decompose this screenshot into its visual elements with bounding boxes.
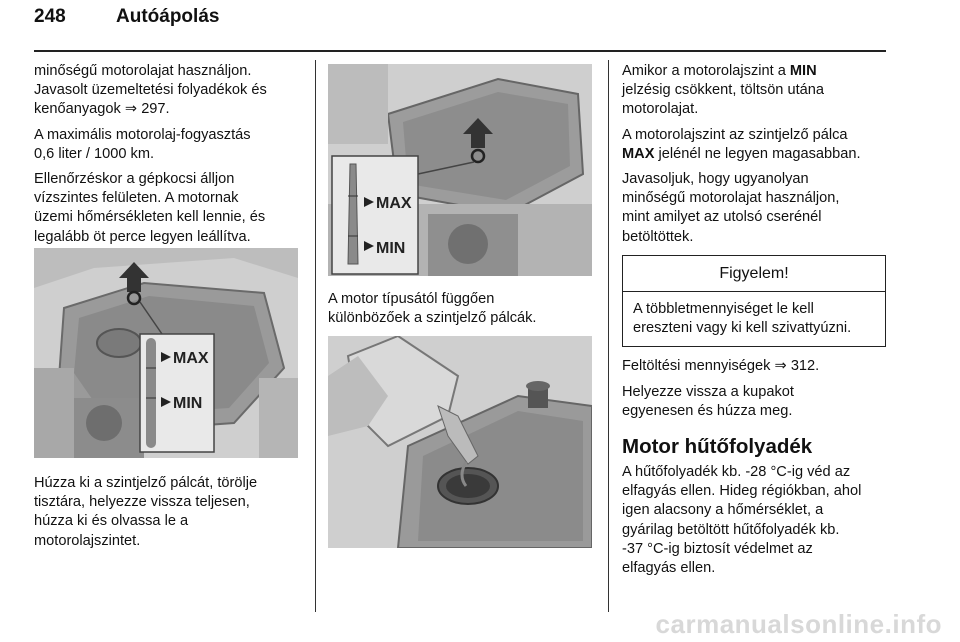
- max-keyword: MAX: [622, 145, 655, 162]
- page-number: 248: [34, 6, 66, 27]
- figure1-max-label: MAX: [173, 350, 209, 367]
- header-rule: [34, 50, 886, 52]
- engine-dipstick-figure-2: [328, 64, 592, 276]
- column-2-caption: [328, 290, 598, 334]
- min-keyword: MIN: [789, 63, 817, 79]
- section-title: Motor hűtőfolyadék: [622, 435, 813, 459]
- warning-text: A többletmennyiséget le kell ereszteni vagy ki kell szivattyúzni.: [633, 301, 852, 337]
- column-3: [622, 62, 890, 584]
- paragraph-replace-cap: Helyezze vissza a kupakot egyenesen és húzza meg.: [622, 383, 794, 419]
- column-divider-2: [608, 60, 609, 612]
- paragraph-min-level: Amikor a motorolajszint a MIN jelzésig csökkent, töltsön utána motorolajat.: [622, 63, 824, 118]
- paragraph-oil-quality: minőségű motorolajat használjon. Javasolt üzemeltetési folyadékok és kenőanyagok ⇒ 297.: [34, 63, 267, 118]
- page-reference-link[interactable]: 297.: [141, 101, 170, 118]
- paragraph-same-oil: Javasoljuk, hogy ugyanolyan minőségű motorolajat használjon, mint amilyet az utolsó cserénél betöltöttek.: [622, 171, 840, 245]
- figure-caption: A motor típusától függően különbözőek a szintjelző pálcák.: [328, 291, 537, 327]
- page-reference-link[interactable]: 312.: [790, 358, 820, 375]
- paragraph-oil-consumption: A maximális motorolaj-fogyasztás 0,6 liter / 1000 km.: [34, 126, 251, 162]
- paragraph-max-level: A motorolajszint az szintjelző pálca MAX jelénél ne legyen magasabban.: [622, 126, 861, 162]
- engine-dipstick-figure-1: [34, 248, 298, 458]
- ref-arrow-icon: ⇒: [774, 358, 787, 375]
- paragraph-coolant: A hűtőfolyadék kb. -28 °C-ig véd az elfagyás ellen. Hideg régiókban, ahol igen alacsony a hőmérséklet, a gyárilag betöltött hűtőfolyadék kb. -37 °C-ig biztosít védelmet az elfagyás ellen.: [622, 464, 862, 577]
- warning-title: Figyelem!: [623, 256, 885, 292]
- figure2-min-label: MIN: [376, 240, 406, 257]
- warning-box: [622, 255, 886, 348]
- figure2-max-label: MAX: [376, 195, 412, 212]
- column-divider-1: [315, 60, 316, 612]
- ref-arrow-icon: ⇒: [124, 101, 138, 118]
- oil-filling-figure: [328, 336, 592, 548]
- column-1: [34, 62, 304, 253]
- paragraph-capacities: Feltöltési mennyiségek ⇒ 312.: [622, 358, 820, 375]
- figure1-min-label: MIN: [173, 395, 203, 412]
- paragraph-check-conditions: Ellenőrzéskor a gépkocsi álljon vízszintes felületen. A motornak üzemi hőmérsékleten kell lennie, és legalább öt perce legyen leállítva.: [34, 171, 266, 245]
- watermark: carmanualsonline.info: [655, 609, 942, 639]
- page-title: Autóápolás: [116, 6, 220, 27]
- paragraph-dipstick-instructions: Húzza ki a szintjelző pálcát, törölje tisztára, helyezze vissza teljesen, húzza ki és olvassa le a motorolajszintet.: [34, 475, 258, 549]
- column-1-lower: [34, 474, 304, 557]
